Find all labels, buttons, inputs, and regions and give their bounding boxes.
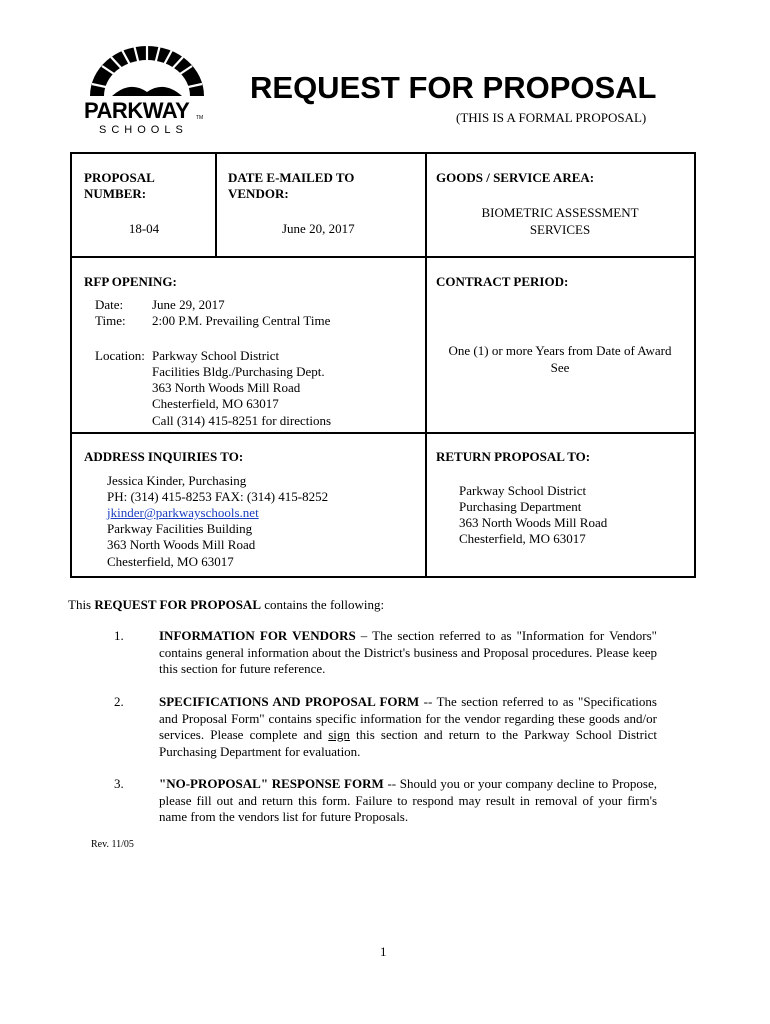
- intro-sentence: This REQUEST FOR PROPOSAL contains the following:: [68, 597, 385, 612]
- contract-period-label: CONTRACT PERIOD:: [436, 274, 569, 289]
- location-line: 363 North Woods Mill Road: [152, 380, 301, 395]
- list-item-number: 2.: [114, 694, 124, 709]
- proposal-number-label-2: NUMBER:: [84, 186, 147, 201]
- date-emailed-label-2: VENDOR:: [228, 186, 289, 201]
- location-line: Chesterfield, MO 63017: [152, 396, 279, 411]
- contract-period-value: One (1) or more Years from Date of Award: [448, 343, 672, 358]
- location-line: Facilities Bldg./Purchasing Dept.: [152, 364, 325, 379]
- list-item-text: "NO-PROPOSAL" RESPONSE FORM -- Should you or your company decline to Propose, please fill out and return this form. Failure to respond may result in removal of your firm's name from the vendors list for future Proposals.: [159, 776, 658, 824]
- list-item-text: SPECIFICATIONS AND PROPOSAL FORM -- The section referred to as "Specifications and Proposal Form" contains specific information for the vendor regarding these goods and/or services. Please complete and sign this section and return to the Parkway School District Purchasing Department for evaluation.: [159, 694, 657, 759]
- location-line: Call (314) 415-8251 for directions: [152, 413, 332, 428]
- return-line: 363 North Woods Mill Road: [459, 515, 608, 530]
- opening-time: 2:00 P.M. Prevailing Central Time: [152, 313, 331, 328]
- goods-service-value-2: SERVICES: [529, 222, 591, 237]
- list-item-text: INFORMATION FOR VENDORS – The section referred to as "Information for Vendors" contains general information about the District's business and Proposal procedures. Please keep this section for future reference.: [159, 628, 657, 676]
- opening-date: June 29, 2017: [152, 297, 225, 312]
- date-emailed-label: DATE E-MAILED TO: [228, 170, 355, 185]
- goods-service-value: BIOMETRIC ASSESSMENT: [481, 205, 639, 220]
- location-line: Parkway School District: [152, 348, 280, 363]
- page-number: 1: [380, 944, 387, 959]
- return-line: Purchasing Department: [459, 499, 582, 514]
- return-proposal-label: RETURN PROPOSAL TO:: [436, 449, 591, 464]
- rfp-opening-label: RFP OPENING:: [84, 274, 177, 289]
- opening-time-label: Time:: [95, 313, 126, 328]
- row-divider-2: [72, 432, 694, 434]
- column-divider-top: [215, 154, 217, 256]
- location-label: Location:: [95, 348, 145, 363]
- inquiries-email-link[interactable]: jkinder@parkwayschools.net: [107, 505, 259, 520]
- page-title: REQUEST FOR PROPOSAL: [250, 70, 657, 105]
- revision-note: Rev. 11/05: [91, 839, 134, 850]
- inquiries-phone: PH: (314) 415-8253 FAX: (314) 415-8252: [107, 489, 329, 504]
- opening-date-label: Date:: [95, 297, 124, 312]
- inquiries-name: Jessica Kinder, Purchasing: [107, 473, 247, 488]
- return-line: Chesterfield, MO 63017: [459, 531, 586, 546]
- list-item-number: 3.: [114, 776, 124, 791]
- return-line: Parkway School District: [459, 483, 587, 498]
- proposal-number-label: PROPOSAL: [84, 170, 155, 185]
- inquiries-city: Chesterfield, MO 63017: [107, 554, 234, 569]
- row-divider-1: [72, 256, 694, 258]
- address-inquiries-label: ADDRESS INQUIRIES TO:: [84, 449, 244, 464]
- date-emailed: June 20, 2017: [282, 221, 355, 236]
- page-subtitle: (THIS IS A FORMAL PROPOSAL): [456, 110, 647, 125]
- inquiries-building: Parkway Facilities Building: [107, 521, 253, 536]
- goods-service-label: GOODS / SERVICE AREA:: [436, 170, 595, 185]
- inquiries-street: 363 North Woods Mill Road: [107, 537, 256, 552]
- logo-subtitle: SCHOOLS: [99, 124, 188, 136]
- logo-trademark: TM: [196, 115, 204, 121]
- proposal-number: 18-04: [128, 221, 160, 236]
- logo-wordmark: PARKWAY: [84, 98, 190, 123]
- list-item-number: 1.: [114, 628, 124, 643]
- contract-period-value-2: See: [550, 360, 570, 375]
